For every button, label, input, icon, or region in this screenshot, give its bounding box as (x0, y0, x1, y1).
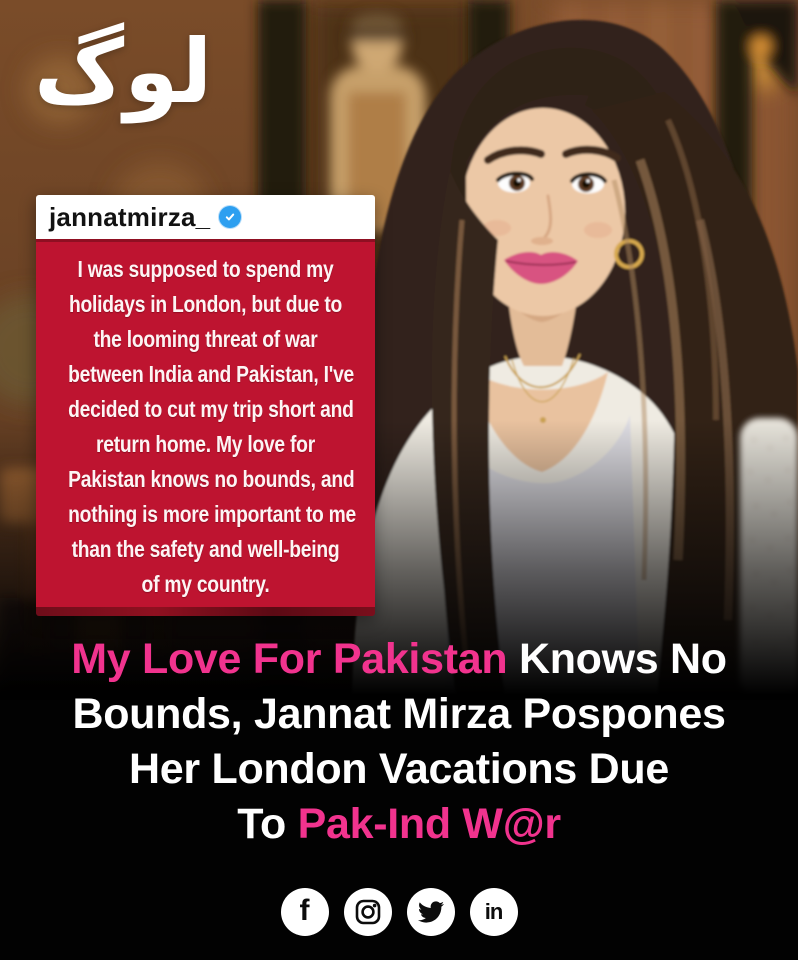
headline-line-4 (0, 797, 798, 852)
quote-line: nothing is more important to me (68, 501, 357, 527)
quote-line: of my country. (141, 571, 270, 597)
headline-white-text: To (237, 800, 298, 848)
quote-line: between India and Pakistan, I've (68, 361, 355, 387)
headline-line-3 (0, 742, 798, 797)
instagram-glyph (355, 899, 381, 925)
headline (0, 632, 798, 852)
headline-line-1 (0, 632, 798, 687)
quote-line: I was supposed to spend my (77, 256, 334, 282)
story-header (36, 195, 375, 239)
story-quote (36, 239, 375, 607)
headline-pink-text: My Love For Pakistan (71, 635, 508, 683)
quote-line: than the safety and well-being (71, 536, 340, 562)
quote-line: decided to cut my trip short and (68, 396, 354, 422)
story-card (36, 195, 375, 616)
story-card-bottom-edge (36, 607, 375, 616)
instagram-icon[interactable] (344, 888, 392, 936)
twitter-glyph (418, 899, 444, 925)
headline-white-text: Her London Vacations Due (129, 745, 669, 793)
linkedin-glyph: in (484, 899, 503, 924)
headline-white-text: Knows No (507, 635, 727, 683)
quote-line: the looming threat of war (93, 326, 318, 352)
linkedin-icon[interactable] (470, 888, 518, 936)
brand-logo: لوگ (34, 20, 213, 123)
headline-pink-text: Pak-Ind W@r (297, 800, 561, 848)
headline-white-text: Bounds, Jannat Mirza Pospones (72, 690, 726, 738)
quote-line: return home. My love for (96, 431, 315, 457)
twitter-icon[interactable] (407, 888, 455, 936)
quote-line: holidays in London, but due to (68, 291, 343, 317)
headline-line-2 (0, 687, 798, 742)
facebook-icon[interactable] (281, 888, 329, 936)
facebook-glyph: f (299, 894, 310, 927)
story-username: jannatmirza_ (49, 201, 211, 232)
social-icons-row (0, 888, 798, 936)
quote-line: Pakistan knows no bounds, and (68, 466, 355, 492)
verified-badge-icon (219, 206, 241, 228)
